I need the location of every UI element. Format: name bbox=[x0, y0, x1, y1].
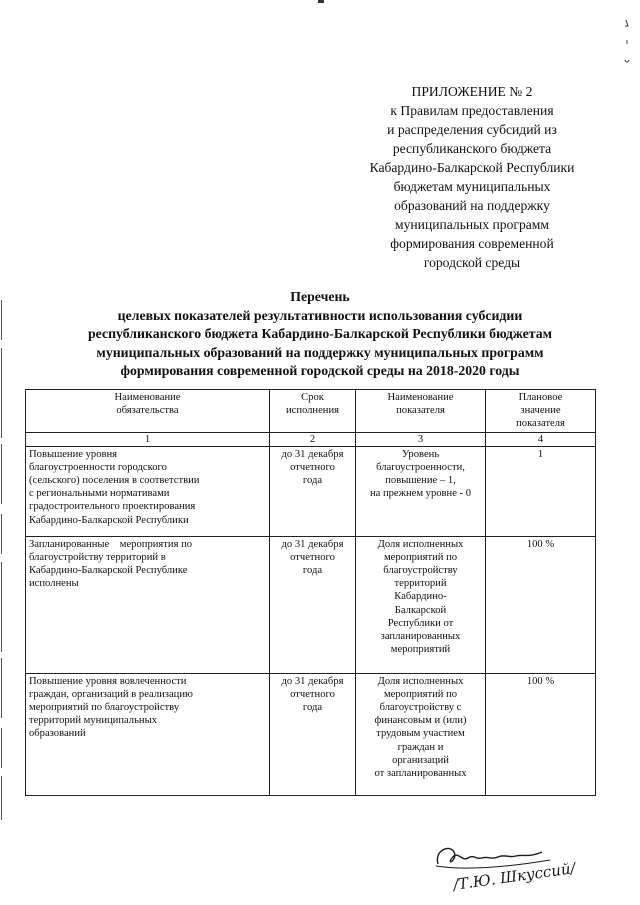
header-obligation: Наименование обязательства bbox=[26, 390, 270, 433]
table-number-row bbox=[26, 432, 596, 446]
scan-mark bbox=[318, 0, 324, 3]
appendix-line: и распределения субсидий из bbox=[387, 122, 557, 137]
title-line: муниципальных образований на поддержку муниципальных программ bbox=[96, 344, 544, 360]
cell-obligation: Повышение уровня благоустроенности городского (сельского) поселения в соответствии с региональными нормативами градостроительного проектирования Кабардино-Балкарской Республики bbox=[26, 446, 270, 536]
table-row bbox=[26, 536, 596, 673]
header-planned-value: Плановое значение показателя bbox=[486, 390, 596, 433]
scan-edge-marks bbox=[622, 18, 632, 78]
appendix-line: республиканского бюджета bbox=[392, 141, 552, 156]
cell-planned-value: 1 bbox=[486, 446, 596, 536]
title-line: республиканского бюджета Кабардино-Балкарской Республики бюджетам bbox=[87, 326, 553, 341]
table-header-row bbox=[26, 390, 596, 433]
appendix-line: городской среды bbox=[423, 255, 521, 270]
indicators-table bbox=[25, 389, 596, 796]
cell-planned-value: 100 % bbox=[486, 536, 596, 673]
column-number: 4 bbox=[486, 432, 596, 446]
header-deadline: Срок исполнения bbox=[270, 390, 356, 433]
title-line: Перечень bbox=[290, 289, 350, 304]
appendix-line: формирования современной bbox=[390, 236, 554, 251]
cell-deadline: до 31 декабря отчетного года bbox=[270, 446, 356, 536]
cell-obligation: Повышение уровня вовлеченности граждан, организаций в реализацию мероприятий по благоустройству территорий муниципальных образований bbox=[26, 673, 270, 795]
column-number: 1 bbox=[26, 432, 270, 446]
cell-deadline: до 31 декабря отчетного года bbox=[270, 673, 356, 795]
appendix-line: бюджетам муниципальных bbox=[393, 179, 551, 194]
column-number: 2 bbox=[270, 432, 356, 446]
cell-obligation: Запланированные мероприятия по благоустройству территорий в Кабардино-Балкарской Республике исполнены bbox=[26, 536, 270, 673]
cell-indicator: Доля исполненных мероприятий по благоустройству территорий Кабардино- Балкарской Республики от запланированных мероприятий bbox=[356, 536, 486, 673]
appendix-line: муниципальных программ bbox=[395, 217, 549, 232]
appendix-line: образований на поддержку bbox=[394, 198, 550, 213]
handwritten-signature bbox=[432, 836, 602, 896]
appendix-line: ПРИЛОЖЕНИЕ № 2 bbox=[411, 84, 533, 99]
table-row bbox=[26, 446, 596, 536]
appendix-line: Кабардино-Балкарской Республики bbox=[369, 160, 575, 175]
header-indicator: Наименование показателя bbox=[356, 390, 486, 433]
appendix-header bbox=[352, 82, 592, 272]
signature-name: /Т.Ю. Шкуссий/ bbox=[452, 858, 577, 894]
column-number: 3 bbox=[356, 432, 486, 446]
title-line: целевых показателей результативности использования субсидии bbox=[117, 307, 523, 323]
document-title bbox=[40, 288, 600, 381]
title-line: формирования современной городской среды на 2018-2020 годы bbox=[120, 363, 520, 378]
scan-left-edge bbox=[0, 300, 3, 820]
appendix-line: к Правилам предоставления bbox=[390, 103, 554, 118]
table-row bbox=[26, 673, 596, 795]
cell-planned-value: 100 % bbox=[486, 673, 596, 795]
cell-indicator: Уровень благоустроенности, повышение – 1, на прежнем уровне - 0 bbox=[356, 446, 486, 536]
cell-deadline: до 31 декабря отчетного года bbox=[270, 536, 356, 673]
cell-indicator: Доля исполненных мероприятий по благоустройству с финансовым и (или) трудовым участием граждан и организаций от запланированных bbox=[356, 673, 486, 795]
